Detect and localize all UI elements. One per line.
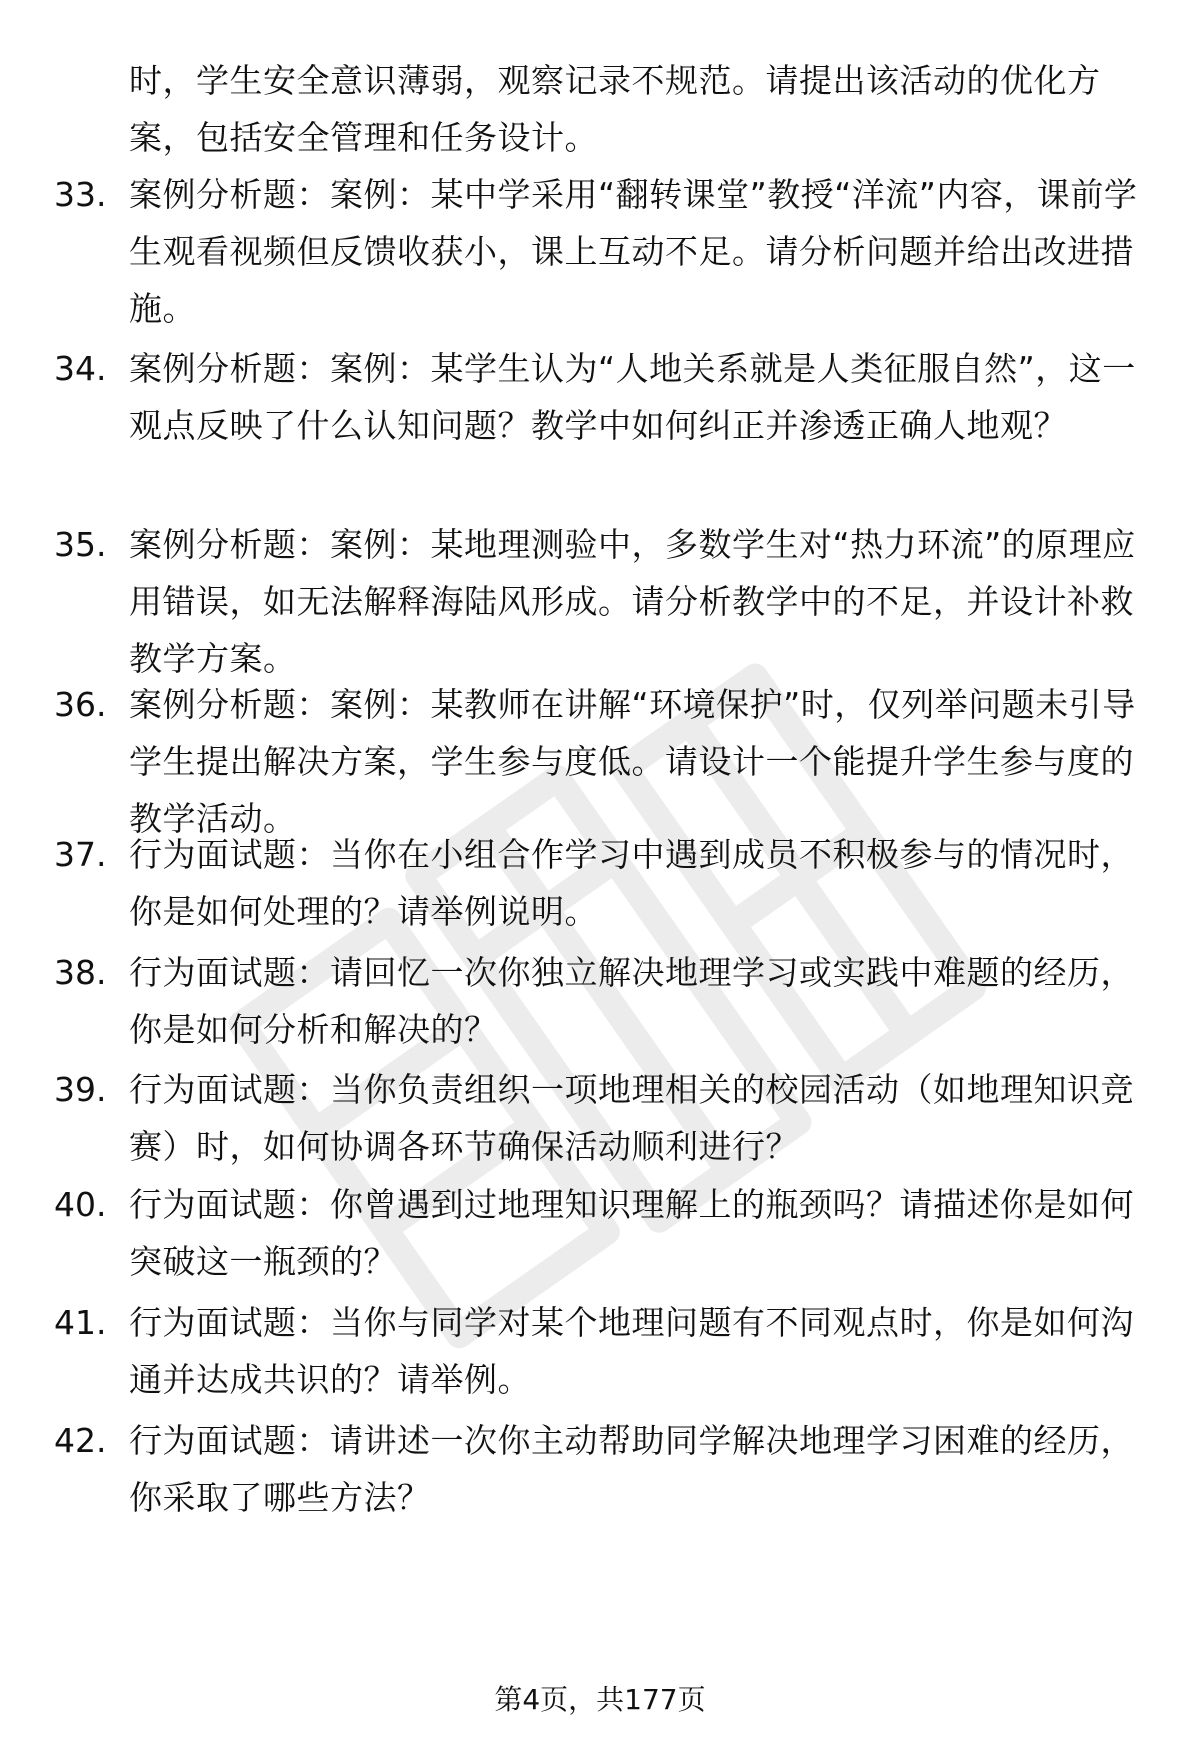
question-text: 案例分析题：案例：某学生认为“人地关系就是人类征服自然”，这一观点反映了什么认知问题？教学中如何纠正并渗透正确人地观？ bbox=[129, 349, 1136, 445]
question-number: 40. bbox=[54, 1185, 107, 1224]
question-number: 39. bbox=[54, 1070, 107, 1109]
question-text: 案例分析题：案例：某中学采用“翻转课堂”教授“洋流”内容，课前学生观看视频但反馈收获小，课上互动不足。请分析问题并给出改进措施。 bbox=[129, 175, 1138, 328]
continuation-text: 时，学生安全意识薄弱，观察记录不规范。请提出该活动的优化方案，包括安全管理和任务设计。 bbox=[129, 61, 1101, 157]
question-text: 行为面试题：请回忆一次你独立解决地理学习或实践中难题的经历，你是如何分析和解决的？ bbox=[129, 953, 1134, 1049]
question-text: 案例分析题：案例：某地理测验中，多数学生对“热力环流”的原理应用错误，如无法解释海陆风形成。请分析教学中的不足，并设计补救教学方案。 bbox=[129, 525, 1136, 678]
question-text: 行为面试题：当你与同学对某个地理问题有不同观点时，你是如何沟通并达成共识的？请举例。 bbox=[129, 1303, 1134, 1399]
page-footer: 第4页，共177页 bbox=[494, 1683, 706, 1716]
question-number: 33. bbox=[54, 175, 107, 214]
question-text: 行为面试题：当你在小组合作学习中遇到成员不积极参与的情况时，你是如何处理的？请举例说明。 bbox=[129, 835, 1134, 931]
question-number: 34. bbox=[54, 349, 107, 388]
question-number: 41. bbox=[54, 1303, 107, 1342]
question-number: 37. bbox=[54, 835, 107, 874]
question-text: 行为面试题：你曾遇到过地理知识理解上的瓶颈吗？请描述你是如何突破这一瓶颈的？ bbox=[129, 1185, 1134, 1281]
question-number: 42. bbox=[54, 1421, 107, 1460]
question-number: 38. bbox=[54, 953, 107, 992]
question-number: 35. bbox=[54, 525, 107, 564]
question-text: 行为面试题：当你负责组织一项地理相关的校园活动（如地理知识竞赛）时，如何协调各环节确保活动顺利进行？ bbox=[129, 1070, 1134, 1166]
question-text: 行为面试题：请讲述一次你主动帮助同学解决地理学习困难的经历，你采取了哪些方法？ bbox=[129, 1421, 1134, 1517]
question-number: 36. bbox=[54, 685, 107, 724]
question-text: 案例分析题：案例：某教师在讲解“环境保护”时，仅列举问题未引导学生提出解决方案，学生参与度低。请设计一个能提升学生参与度的教学活动。 bbox=[129, 685, 1136, 838]
